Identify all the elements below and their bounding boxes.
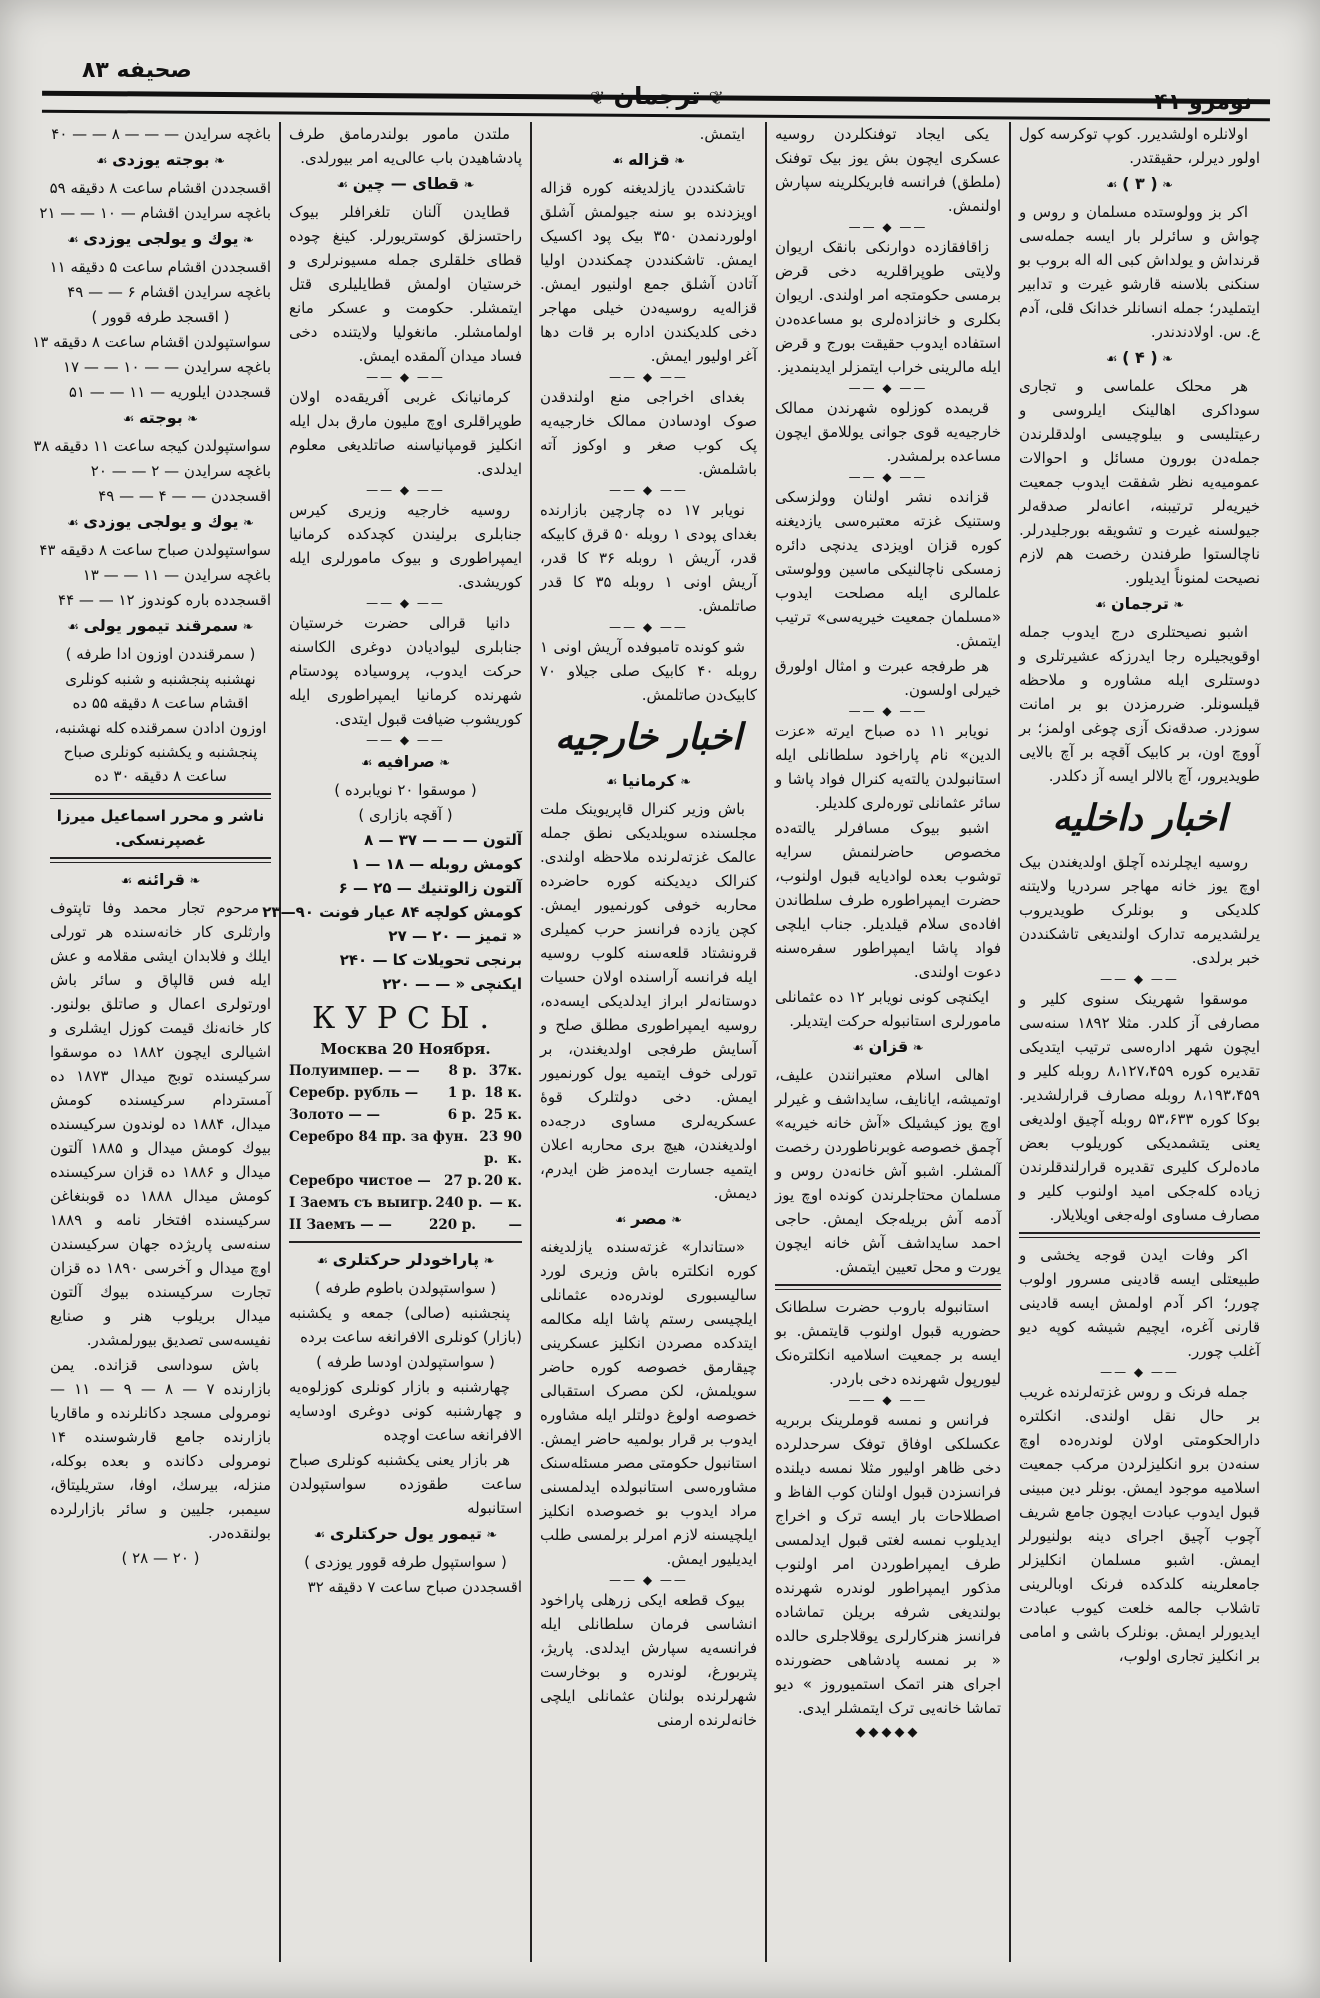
paragraph: مرحوم تجار محمد وفا تاپتوف وارثلری کار خانه‌سنده هر تورلی ایلك و فلابدان ایشی مقلامه و عش ایله فس قالپاق و سائر باش اورتولری اعمال و صاتلق بولنور. کار خانه‌نك قیمت کوزل ایشلری و اشیالری ایچون ۱۸۸۲ ده موسقوا سرکیسنده توبج میدال ۱۸۷۳ ده آمستردام سرکیسنده کومش میدال، ۱۸۸۴ ده لوندون سرکیسنده بیوك کومش میدال و ۱۸۸۵ آلتون میدال و ۱۸۸۶ ده قزان سرکیسنده کومش میدال ۱۸۸۸ ده قوبنغاغن سرکیسنده افتخار نامه و ۱۸۸۹ سنه‌سی پاریژده جهان سرکیسندن اوچ میدال و آخرسی ۱۸۹۰ ده قزان تجارت سرکیسنده بیوك آلتون میدال بریلوب هنر و صنایع نفیسه‌سی تصدیق بیورلمشدر. — [50, 899, 272, 1349]
centered-note: ( سواستپولدن اودسا طرفه ) — [316, 1353, 495, 1371]
double-divider-rule — [50, 857, 271, 863]
paragraph: هر طرفجه عبرت و امثال اولورق خیرلی اولسون. — [775, 657, 1001, 699]
rate-rubles: 8 р. — [448, 1063, 477, 1079]
rate-rubles: 220 р. — [428, 1217, 476, 1233]
rate-kopecks: — к. — [489, 1195, 522, 1211]
paragraph: «ستاندار» غزته‌سنده یازلدیغنه کوره انکلتره باش وزیری لورد سالیسبوری لوندره‌ده عثمانلی ایلچیسی رستم پاشا ایله مکالمه ایتدکده مصردن انکلیز عسکرینی چیقارمق خصوصه کوره حاضر سویلمش، لکن مصرک استقبالی خصوصه اولوغ دولتلر ایله مشاوره ایدوب بر قرار بولمیه حاضر ایمش. استانبول حکومتی مصر مسئله‌سنک مشاوره‌سی استانبولده ایدلمسنی مراد ایدوب بو خصوصده انکلیز ایلچیسنه لازم امرلر برلمسی طلب ایدیلیور ایمش. — [540, 1238, 757, 1568]
rate-row — [289, 1192, 522, 1214]
centered-note: ( ۲۰ — ۲۸ ) — [121, 1549, 200, 1567]
paragraph: اکر بز وولوستده مسلمان و روس و چواش و سائرلر بار ایسه جمله‌سی قرنداش و یولداش کبی اله اله بروب بو سنکنی بلاسنه قارشو غیرت و تدابیر ایتملیدر؛ جمله انسانلر خدانک قلی، آدم ع. س. اولادندندر. — [1019, 203, 1260, 341]
section-banner: اخبار خارجیه — [554, 717, 743, 758]
rate-kopecks: 18 к. — [484, 1085, 522, 1101]
rate-kopecks: 90 к. — [503, 1129, 522, 1167]
rate-name: Серебр. рубль — — [289, 1085, 419, 1101]
divider-rule — [289, 1241, 522, 1243]
separator-ornament — [540, 482, 757, 498]
exchange-rate-row: کومش روبله — ۱۸ — ۱ — [350, 855, 522, 873]
paragraph: فرانس و نمسه قوملرینک بربریه عکسلکی اوفاق توفک سرحدلرده دخی ظاهر اولیور مثلا نمسه دیلنده فرانسزدن قبول اولنان کوب الفاظ و اصطلاحات بار ایسه ترک و اخراج ایدیلوب نمسه لغتی قبول ایدلمسی طرف ایمپراطوردن امر اولنوب مذکور ایمپراطور لوندره شهرنده بولندیغی شرفه بریلن تماشاده فرانسز هنرکارلری یوقلاجلری حالده « بر نمسه پادشاهی حضورنده اجرای هنر اتمک استمیوروز » دیو تماشا خانه‌یی ترک ایتمشلر ایدی. — [775, 1411, 1001, 1717]
rate-name: Полуимпер. — — — [289, 1063, 420, 1079]
paragraph: تاشکنددن یازلدیغنه کوره قزاله اویزدنده بو سنه جیولمش آشلق اولوردنمدن ۳۵۰ بیک پود اکسیک ایمش. تاشکنددن چمکنددن اولیا آتادن آشلق جمع اولنیور ایمش. قزاله‌یه روسیه‌دن خیلی مهاجر دخی کلدیکندن اداره بر قات دها آغر اولیور ایمش. — [540, 179, 757, 365]
paragraph: کرمانیانک غربی آفریقه‌ده اولان طوپراقلری اوچ ملیون مارق بدل ایله انکلیز قومپانیاسنه صاتلدیغی معلوم ایدلدی. — [289, 388, 522, 478]
rate-rubles: 1 р. — [447, 1085, 477, 1101]
column-4 — [262, 122, 530, 1962]
rate-name: Золото — — — [289, 1107, 381, 1123]
ornament-icon: ❦ — [590, 88, 606, 109]
exchange-rate-row: آلتون — — — ۳۷ — ۸ — [364, 831, 522, 849]
paragraph: باش وزیر کنرال قاپریوینک ملت مجلسنده سویلدیکی نطق جمله عالمک غزته‌لرنده ملاحظه اولندی. کنرالک دیدیکنه کوره حاضرده محاربه خوفی کورنمیور ایمش. کچن یازده فرانسز حرب کمیلری قرونشتاد قلعه‌سنه کلوب روسیه ایله فرانسه آراسنده اولان حسیات دوستانه‌لر ابراز ایدلدیکی ایسه‌ده، روسیه ایمپراطوری مطلق صلح و آسایش طرفجی اولدیغندن، بر تورلی خوف ایتمیه یول کورنمیور ایمش. دخی دولتلرک قوۀ عسکریه‌لری مساوی درجه‌ده اولدیغندن، هیچ بری محاربه اعلان ایتمیه جسارت ایده‌مز ظن ایدرم، دیمش. — [540, 800, 757, 1202]
separator-ornament — [1019, 971, 1260, 987]
timetable-line: باغچه سرایدن — — ۱۰ — — ۱۷ — [62, 358, 271, 376]
rate-row — [289, 1170, 522, 1192]
separator-ornament — [775, 469, 1001, 485]
rate-kopecks: 25 к. — [484, 1107, 522, 1123]
section-heading: ❧ قزاله ☙ — [540, 148, 757, 174]
paragraph: اشبو نصیحتلری درج ایدوب جمله اوقویجیلره رجا ایدرزکه عشیرتلری و دوستلری ایله مشاوره و ملاحظه قیلسونلر. ضررمزدن بو بر امانت سوزدر. صدقه‌نک آزی چوغی اولمز؛ بر آووچ اون، بر کابیک آقچه بر آچ بالایی طویدیرور، آچ بالالر ایسه آز دکلدر. — [1019, 623, 1260, 785]
column-3 — [530, 122, 765, 1962]
timetable-line: باغچه سرایدن اقشام ۶ — — ۴۹ — [67, 283, 271, 301]
section-heading: ❧ بوجته یوزدی ☙ — [50, 148, 271, 174]
rate-kopecks: 20 к. — [484, 1173, 522, 1189]
centered-note: ( سواستپولدن باطوم طرفه ) — [314, 1279, 497, 1297]
rate-row — [289, 1060, 522, 1082]
rate-row — [289, 1126, 522, 1170]
timetable-line: قسجددن ایلوریه — ۱۱ — — ۵۱ — [68, 383, 271, 401]
paragraph: قزانده نشر اولنان وولزسکی وستنیک غزته معتبره‌سی یازدیغنه کوره قزان اویزدی یدنچی دائره زمسکی ناچالنیکی ماسین وولوستی علمالری ایله مصلحت ایدوب «مسلمان جمعیت خیریه‌سی» ترتیب ایتمش. — [775, 488, 1001, 650]
section-heading: ❧ قزان ☙ — [775, 1035, 1001, 1061]
section-heading: ❧ سمرقند تیمور یولی ☙ — [50, 614, 271, 640]
rate-kopecks: — — [508, 1217, 522, 1233]
paragraph: نویابر ۱۷ ده چارچین بازارنده بغدای پودی ۱ روبله ۵۰ قرق کابیکه قدر، آریش ۱ روبله ۳۶ کا قدر، آریش اونی ۱ روبله ۳۵ کا قدر صاتلمش. — [540, 501, 758, 615]
timetable-line: اقسجددن — — ۴ — — ۴۹ — [98, 487, 271, 505]
paragraph: ایتمش. — [699, 125, 745, 143]
paragraph: قریمده کوزلوه شهرندن ممالک خارجیه‌یه قوی جوانی یوللامق ایچون مساعده برلمشدر. — [775, 399, 1001, 465]
paragraph: نویابر ۱۱ ده صباح ایرته «عزت الدین» نام پاراخود سلطانلی ایله استانبولدن یالته‌یه کنرال فواد پاشا و سائر عثمانلی تورەلری کلدیلر. — [775, 722, 1001, 812]
timetable-line: سواستپولدن اقشام ساعت ۸ دقیقه ۱۳ — [32, 333, 271, 351]
exchange-rate-row: ایکنچی « — — ۲۲۰ — [382, 975, 522, 993]
centered-note: ( موسقوا ۲۰ نویابرده ) — [334, 781, 477, 799]
rate-kopecks: 37к. — [488, 1063, 522, 1079]
section-banner: اخبار داخلیه — [1052, 798, 1227, 839]
paragraph: هر بازار یعنی یکشنبه کونلری صباح ساعت طقوزده سواستپولدن استانبوله — [289, 1451, 522, 1517]
timetable-line: سواستپولدن کیجه ساعت ۱۱ دقیقه ۳۸ — [33, 437, 271, 455]
paragraph: ملتدن مامور بولندرمامق طرف پادشاهیدن باب عالی‌یه امر بیورلدی. — [289, 125, 522, 167]
centered-note: ( آقچه بازاری ) — [358, 806, 453, 824]
paragraph: شو کونده تامبوفده آریش اونی ۱ روبله ۴۰ کابیک صلی جیلاو ۷۰ کابیک‌دن صاتلمش. — [540, 638, 757, 704]
separator-ornament — [540, 1572, 757, 1588]
section-heading: ❧ کرمانیا ☙ — [540, 769, 757, 795]
separator-ornament — [289, 732, 522, 748]
timetable-line: اقسجددن اقشام ساعت ۵ دقیقه ۱۱ — [49, 258, 271, 276]
paragraph: پنجشنبه (صالی) جمعه و یکشنبه (بازار) کونلری الافرانغه ساعت برده — [289, 1304, 522, 1346]
rate-rubles: 6 р. — [447, 1107, 476, 1123]
timetable-line: اقسجددن اقشام ساعت ۸ دقیقه ۵۹ — [49, 179, 271, 197]
section-heading: ❧ تیمور یول حرکتلری ☙ — [289, 1522, 522, 1548]
paragraph: چهارشنبه و بازار کونلری کوزلوه‌یه و چهارشنبه کونی دوغری اودسایه الافرانغه ساعت اوچده — [289, 1378, 522, 1444]
timetable-line: باغچه سرایدن اقشام — ۱۰ — — ۲۱ — [39, 204, 271, 222]
section-heading: ❧ ( ۴ ) ☙ — [1019, 346, 1260, 372]
column-5 — [32, 122, 279, 1962]
paragraph: اولانلره اولشدیرر. کوپ توکرسه کول اولور دیرلر، حقیقتدر. — [1019, 125, 1260, 167]
exchange-rate-row: کومش کولچه ۸۴ عیار فونت ۹۰—۲۳ — [262, 903, 522, 921]
section-heading: ❧ یوك و یولجی یوزدی ☙ — [50, 227, 271, 253]
rate-name: I Заемъ съ выигр. — [289, 1195, 433, 1211]
rates-title: КУРСЫ. — [311, 1001, 500, 1036]
exchange-rate-row: « تمیز — ۲۰ — ۲۷ — [388, 927, 522, 945]
paragraph: اشبو بیوک مسافرلر یالته‌ده مخصوص حاضرلنمش سرایه توشوب بعده لوادیایه قبول اولنوب، حضرت ایمپراطوره طرف سلطاندن افاده‌ی سلام قیلدیلر. جناب ایلچی فواد پاشا ایمپراطور سفره‌سنه دعوت اولندی. — [775, 819, 1001, 981]
paragraph: روسیه ایچلرنده آچلق اولدیغندن بیک اوچ یوز خانه مهاجر سردریا ولایتنه کلدیکی و بونلرک طویدیروب یرلشدیرمه تدارک اولندیغی تاشکنددن خبر برلدی. — [1019, 853, 1260, 967]
paragraph: جمله فرنک و روس غزته‌لرنده غریب بر حال نقل اولندی. انکلتره دارالحکومتی اولان لوندره‌ده اوچ سنه‌دن برو انکلیزلردن مرکب جمعیت اسلامیه موجود ایمش. بونلر دین مبینی قبول ایدوب عبادت ایچون جامع شریف آچوب آچیق اجرای دینه بولنیورلر ایمش. اشبو مسلمان انکلیزلر جامعلرینه کلدکده فرنک اوبالرینی تاشلاب جالمه خلعت کیوب عبادت ایدیورلر ایمش. بونلرک باشی و امامی بر انکلیز تجاری اولوب، — [1019, 1383, 1260, 1665]
section-heading: ❧ ( ۳ ) ☙ — [1019, 172, 1260, 198]
timetable-line: باغچه سرایدن — — — ۸ — — ۴۰ — [51, 125, 271, 143]
paragraph: موسقوا شهرینک سنوی کلیر و مصارفی آز کلدر. مثلا ۱۸۹۲ سنه‌سی ایچون شهر اداره‌سی ترتیب ایتدیکی تقدیره کوره ۸،۱۲۷،۴۵۹ روبله کلیر و ۸،۱۹۳،۴۵۹ روبله مصارف قرارلشدیر. بوکا کوره ۵۳،۶۳۳ روبله آچیق اولدیغی یعنی یتشمدیکی کوریلوب بعض ماده‌لرک کلیری تقدیره قرارلندقلرندن زیاده کله‌جکی امید اولنوب کلیر و مصارف مساوی اوله‌جغی اویلایلار. — [1019, 990, 1260, 1224]
section-heading: ❧ ترجمان ☙ — [1019, 592, 1260, 618]
exchange-rate-row: آلتون زالوتنیك — ۲۵ — ۶ — [338, 879, 522, 897]
column-2 — [765, 122, 1009, 1962]
timetable-line: سواستپولدن صباح ساعت ۸ دقیقه ۴۳ — [39, 541, 271, 559]
timetable-line: باغچه سرایدن — ۱۱ — — ۱۳ — [82, 566, 271, 584]
rate-row — [289, 1214, 522, 1236]
column-1 — [1009, 122, 1268, 1962]
section-heading: ❧ قرائنه ☙ — [50, 868, 271, 894]
separator-ornament — [289, 369, 522, 385]
ornament-row: ◆◆◆◆◆ — [855, 1725, 921, 1740]
separator-ornament — [289, 595, 522, 611]
section-heading: ❧ پاراخودلر حرکتلری ☙ — [289, 1248, 522, 1274]
paragraph: هر محلک علماسی و تجاری سوداکری اهالینک ایلروسی و رعیتلیسی و بیلوچیسی اولدقلرندن جمله‌دن بورون مسائل و احوالات عمومیه‌یه نظر شفقت ایدوب جمعیت خیریه‌لر ترتیبنه، اعانه‌لر صدقه‌لر جیولسنه غیرت و تشویقه بورجلیدرلر. ناچالستوا طرفندن رخصت هم لازم نصیحت لمنوناً ایدیلور. — [1019, 377, 1260, 587]
separator-ornament — [540, 369, 757, 385]
ornament-icon: ❦ — [708, 88, 724, 109]
rate-rubles: 23 р. — [479, 1129, 499, 1167]
separator-ornament — [540, 619, 757, 635]
centered-note: ( سواستپول طرفه قوور یوزدی ) — [304, 1553, 507, 1571]
exchange-rates-table — [289, 1000, 522, 1236]
section-heading: ❧ بوجته ☙ — [50, 406, 271, 432]
section-heading: ❧ صرافیه ☙ — [289, 750, 522, 776]
exchange-rate-row: برنجی تحویلات کا — ۲۴۰ — [339, 951, 522, 969]
separator-ornament — [775, 703, 1001, 719]
paragraph: زاقافقازده دوارنکی بانقک اریوان ولایتی طوپراقلریه دخی قرض برمسی حکومتجه امر اولندی. اریوان بکلری و خانزاده‌لری بو مساعده‌دن استفاده ایدوب حقیقت بورج و قرض ایله مالرینی خراب ایتمزلر ایدینمدیز. — [775, 238, 1001, 376]
paragraph: استانبوله باروب حضرت سلطانک حضوریه قبول اولنوب قایتمش. بو ایسه بر جمعیت اسلامیه انکلتره‌نک لیورپول شهرنده دخی باردر. — [775, 1298, 1001, 1388]
section-heading: ❧ یوك و یولجی یوزدی ☙ — [50, 510, 271, 536]
separator-ornament — [775, 1392, 1001, 1408]
paragraph: بغدای اخراجی منع اولندقدن صوک اودسادن ممالک خارجیه‌یه پک کوب صغر و اوکوز آته باشلمش. — [540, 388, 757, 478]
separator-ornament — [289, 482, 522, 498]
title-text: ترجمان — [613, 82, 701, 110]
rate-rubles: 27 р. — [444, 1173, 482, 1189]
centered-note: ( اقسجد طرفه قوور ) — [91, 308, 230, 326]
centered-note: ( سمرقنددن اوزون ادا طرفه ) — [65, 645, 256, 663]
paragraph: قطایدن آلنان تلغرافلر بیوک راحتسزلق کوستریورلر. کینغ چوده قطای خلقلری جمله مسیونرلری و خرستیان اولمش قطایلیلری قتل ایتمشلر. حکومت و عسکر مانع اولمامشلر. مانغولیا ولایتنده دخی فساد میدان آلمقده ایمش. — [289, 203, 522, 365]
paragraph: روسیه خارجیه وزیری کیرس جنابلری برلیندن کچدکده کرمانیا ایمپراطوری و بیوک مامورلری ایله کوریشدی. — [289, 501, 522, 591]
paragraph: دانیا قرالی حضرت خرستیان جنابلری لیوادیادن دوغری الکاسنه حرکت ایدوب، پروسیاده پودستام شهرنده کرمانیا ایمپراطوری ایله کوریشوب ضیافت قبول ایتدی. — [289, 614, 522, 728]
rate-name: II Заемъ — — — [289, 1217, 392, 1233]
paragraph: ایکنچی کونی نویابر ۱۲ ده عثمانلی مامورلری استانبوله حرکت ایتدیلر. — [775, 988, 1001, 1030]
rates-subtitle: Москва 20 Ноября. — [320, 1040, 491, 1058]
double-divider-rule — [50, 793, 271, 799]
rate-row — [289, 1104, 522, 1126]
columns — [32, 122, 1268, 1962]
paragraph: اهالی اسلام معتبرانندن علیف، اوتمیشه، ایانایف، سایداشف و غیرلر اوچ یوز کیشیلک «آش خانه خیریه» آچمق خصوصه غوبرناطوردن رخصت آلمشلر. اشبو آش خانه‌دن روس و مسلمان محتاجلرندن کونده اوچ یوز آدمه آش بریله‌جک ایمش. حاجی احمد سایداشف آش خانه ایچون یورت و محل تعیین ایتمش. — [775, 1066, 1001, 1276]
section-heading: ❧ مصر ☙ — [540, 1207, 757, 1233]
separator-ornament — [775, 380, 1001, 396]
rate-name: Серебро чистое — — [289, 1173, 431, 1189]
rate-row — [289, 1082, 522, 1104]
separator-ornament — [775, 219, 1001, 235]
double-divider-rule — [1019, 1232, 1260, 1238]
publisher-line: ناشر و محرر اسماعیل میرزا غصپرنسکی. — [56, 807, 265, 849]
page-number: صحیفه ۸۳ — [82, 58, 192, 83]
timetable-line: اقسجددن صباح ساعت ۷ دقیقه ۳۲ — [307, 1578, 522, 1596]
section-heading: ❧ قطای — چین ☙ — [289, 172, 522, 198]
paragraph: یکی ایجاد توفنکلردن روسیه عسکری ایچون بش یوز بیک توفنک (ملطق) فرانسه فابریکلرینه سپارش اولنمش. — [775, 125, 1001, 215]
double-divider-rule — [775, 1284, 1001, 1290]
separator-ornament — [1019, 1364, 1260, 1380]
rate-name: Серебро 84 пр. за фун. — [289, 1129, 469, 1145]
timetable-line: باغچه سرایدن — ۲ — — ۲۰ — [90, 462, 271, 480]
paragraph: اکر وفات ایدن قوجه یخشی و طبیعتلی ایسه قادینی مسرور اولوب چورر؛ اکر آدم اولمش ایسه قادینی قارنی آغره، ایچیم شیشه کوپه دیو آغلب چورر. — [1019, 1246, 1260, 1360]
centered-note: نهشنبه پنجشنبه و شنبه کونلری اقشام ساعت ۸ دقیقه ۵۵ ده — [65, 670, 256, 712]
centered-note: اوزون ادادن سمرقنده کله‌ نهشنبه، پنجشنبه و یکشنبه کونلری صباح ساعت ۸ دقیقه ۳۰ ده — [54, 719, 267, 785]
issue-number: نومرو ۴۱ — [1154, 90, 1252, 115]
paragraph: باش سوداسی قزانده. یمن بازارنده ۷ — ۸ — ۹ — ۱۱ — نومرولی مسجد دکانلرنده و ماقاریا بازارنده جامع قارشوسنده ۱۴ نومرولی دکانده و بعده بوکله، منزله، بیرسك، اوفا، ستریلیتاق، سیمبر، جلیین و سائر بازارلرده بولنقده‌در. — [50, 1356, 271, 1542]
paragraph: بیوک قطعه ایکی زرهلی پاراخود انشاسی فرمان سلطانلی ایله فرانسه‌یه سپارش ایدلدی. پاریژ، پتربورغ، لوندره و بوخارست شهرلرنده بولنان عثمانلی ایلچی خانه‌لرنده ارمنی — [540, 1591, 757, 1729]
timetable-line: اقسجدده باره کوندوز ۱۲ — — ۴۴ — [58, 591, 271, 609]
rate-rubles: 240 р. — [435, 1195, 483, 1211]
